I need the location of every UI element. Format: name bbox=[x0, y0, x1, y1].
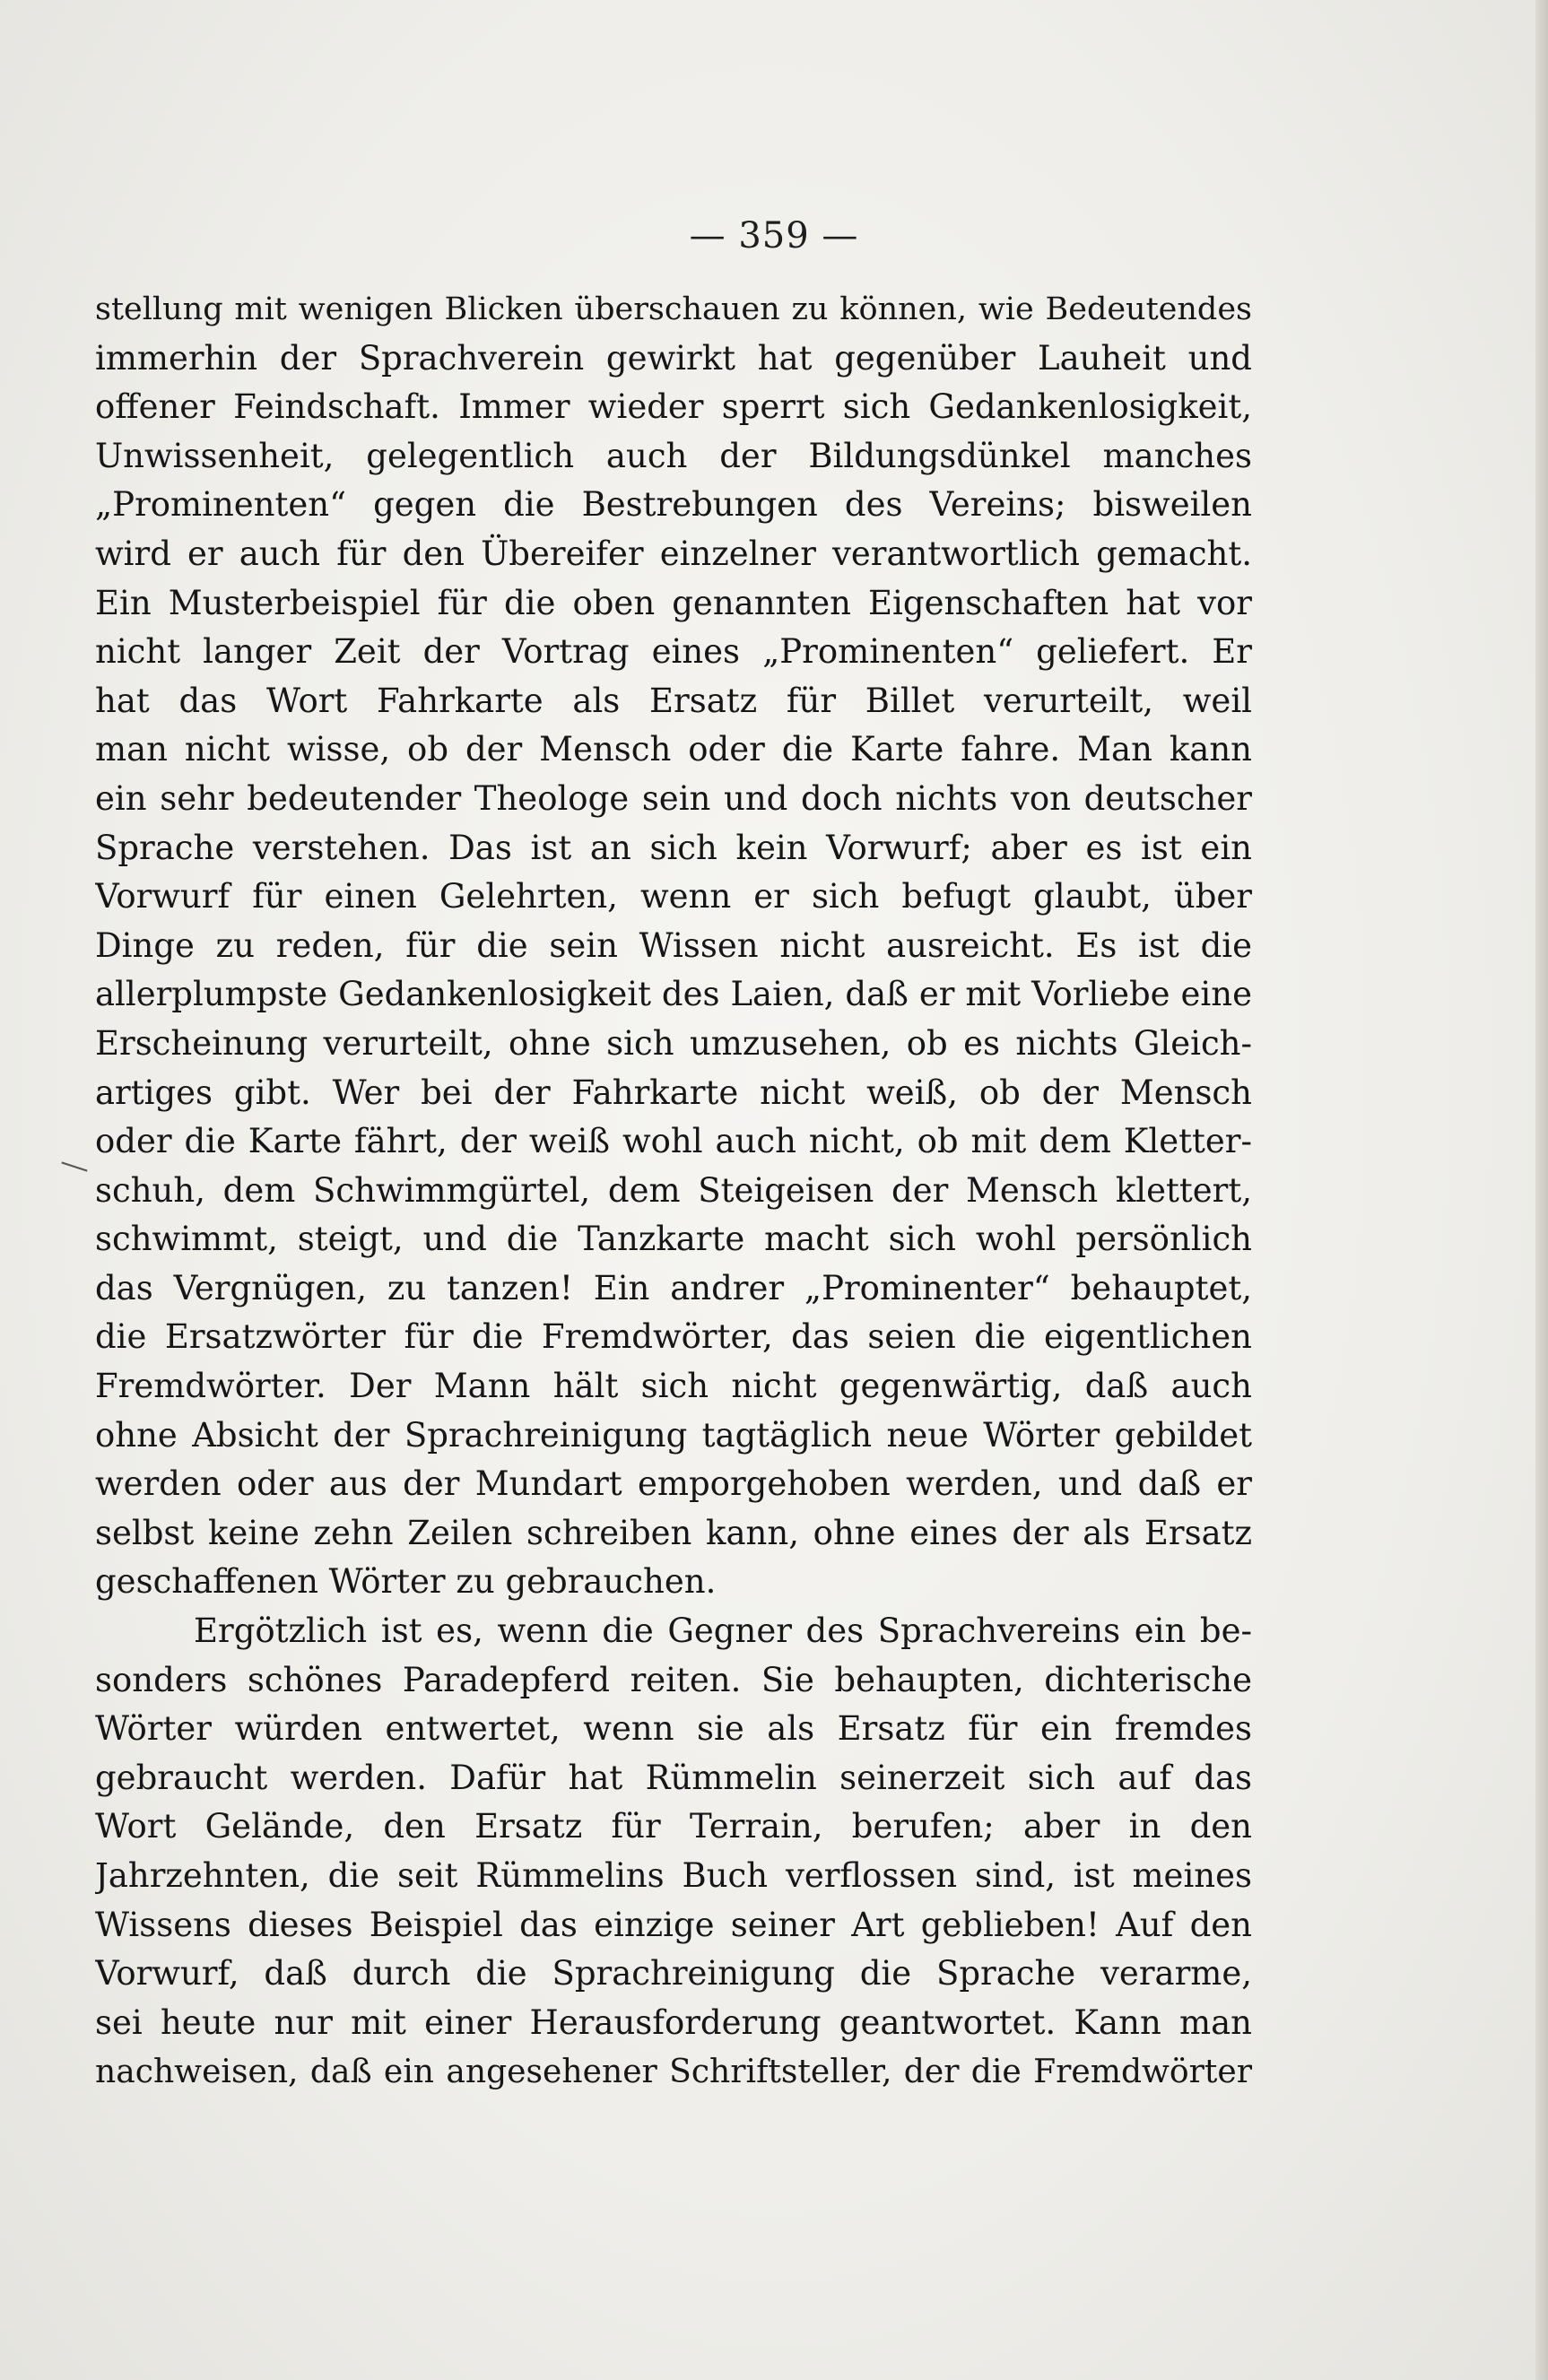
text-line: schuh, dem Schwimmgürtel, dem Steigeisen der Mensch klettert, bbox=[95, 1170, 1252, 1210]
text-line: Ein Musterbeispiel für die oben genannten Eigenschaften hat vor bbox=[95, 583, 1252, 622]
text-line: oder die Karte fährt, der weiß wohl auch nicht, ob mit dem Kletter- bbox=[95, 1122, 1252, 1161]
text-line: die Ersatzwörter für die Fremdwörter, das seien die eigentlichen bbox=[95, 1317, 1252, 1357]
text-line: gebraucht werden. Dafür hat Rümmelin seinerzeit sich auf das bbox=[95, 1758, 1252, 1797]
text-line: sei heute nur mit einer Herausforderung geantwortet. Kann man bbox=[95, 2002, 1252, 2042]
text-line: offener Feindschaft. Immer wieder sperrt sich Gedankenlosigkeit, bbox=[95, 387, 1252, 427]
text-line: man nicht wisse, ob der Mensch oder die Karte fahre. Man kann bbox=[95, 730, 1252, 769]
text-line: allerplumpste Gedankenlosigkeit des Laien, daß er mit Vorliebe eine bbox=[95, 975, 1252, 1014]
page-edge bbox=[1535, 0, 1548, 2380]
text-line: ohne Absicht der Sprachreinigung tagtäglich neue Wörter gebildet bbox=[95, 1415, 1252, 1455]
text-line: Unwissenheit, gelegentlich auch der Bildungsdünkel manches bbox=[95, 436, 1252, 475]
text-line: Wort Gelände, den Ersatz für Terrain, berufen; aber in den bbox=[95, 1807, 1252, 1846]
page-number: — 359 — bbox=[689, 215, 859, 256]
margin-mark bbox=[61, 1161, 87, 1171]
text-line: geschaffenen Wörter zu gebrauchen. bbox=[95, 1562, 717, 1602]
body-text bbox=[95, 285, 1252, 2097]
text-line: immerhin der Sprachverein gewirkt hat gegenüber Lauheit und bbox=[95, 338, 1252, 378]
text-line: Wörter würden entwertet, wenn sie als Ersatz für ein fremdes bbox=[95, 1709, 1252, 1749]
text-line: Vorwurf, daß durch die Sprachreinigung die Sprache verarme, bbox=[95, 1954, 1252, 1993]
text-line: nicht langer Zeit der Vortrag eines „Prominenten“ geliefert. Er bbox=[95, 632, 1252, 672]
text-line: das Vergnügen, zu tanzen! Ein andrer „Prominenter“ behauptet, bbox=[95, 1268, 1252, 1307]
text-line: Fremdwörter. Der Mann hält sich nicht gegenwärtig, daß auch bbox=[95, 1367, 1252, 1406]
text-line: nachweisen, daß ein angesehener Schriftsteller, der die Fremdwörter bbox=[95, 2053, 1252, 2091]
text-line: Jahrzehnten, die seit Rümmelins Buch verflossen sind, ist meines bbox=[95, 1856, 1252, 1895]
text-line: ein sehr bedeutender Theologe sein und doch nichts von deutscher bbox=[95, 778, 1252, 818]
text-line: stellung mit wenigen Blicken überschauen zu können, wie Bedeutendes bbox=[95, 291, 1252, 327]
text-line: Vorwurf für einen Gelehrten, wenn er sich befugt glaubt, über bbox=[95, 877, 1252, 916]
text-line: wird er auch für den Übereifer einzelner verantwortlich gemacht. bbox=[95, 534, 1252, 573]
text-line: Ergötzlich ist es, wenn die Gegner des Sprachvereins ein be- bbox=[194, 1611, 1252, 1651]
text-line: Dinge zu reden, für die sein Wissen nicht ausreicht. Es ist die bbox=[95, 925, 1252, 965]
text-line: Erscheinung verurteilt, ohne sich umzusehen, ob es nichts Gleich- bbox=[95, 1023, 1252, 1063]
text-line: Sprache verstehen. Das ist an sich kein Vorwurf; aber es ist ein bbox=[95, 828, 1252, 867]
text-line: schwimmt, steigt, und die Tanzkarte macht sich wohl persönlich bbox=[95, 1220, 1252, 1259]
text-line: sonders schönes Paradepferd reiten. Sie behaupten, dichterische bbox=[95, 1660, 1252, 1699]
text-line: werden oder aus der Mundart emporgehoben werden, und daß er bbox=[95, 1464, 1252, 1504]
text-line: Wissens dieses Beispiel das einzige seiner Art geblieben! Auf den bbox=[95, 1905, 1252, 1944]
text-line: „Prominenten“ gegen die Bestrebungen des Vereins; bisweilen bbox=[95, 485, 1252, 525]
text-line: hat das Wort Fahrkarte als Ersatz für Billet verurteilt, weil bbox=[95, 681, 1252, 720]
text-line: selbst keine zehn Zeilen schreiben kann, ohne eines der als Ersatz bbox=[95, 1513, 1252, 1552]
text-line: artiges gibt. Wer bei der Fahrkarte nicht weiß, ob der Mensch bbox=[95, 1073, 1252, 1112]
